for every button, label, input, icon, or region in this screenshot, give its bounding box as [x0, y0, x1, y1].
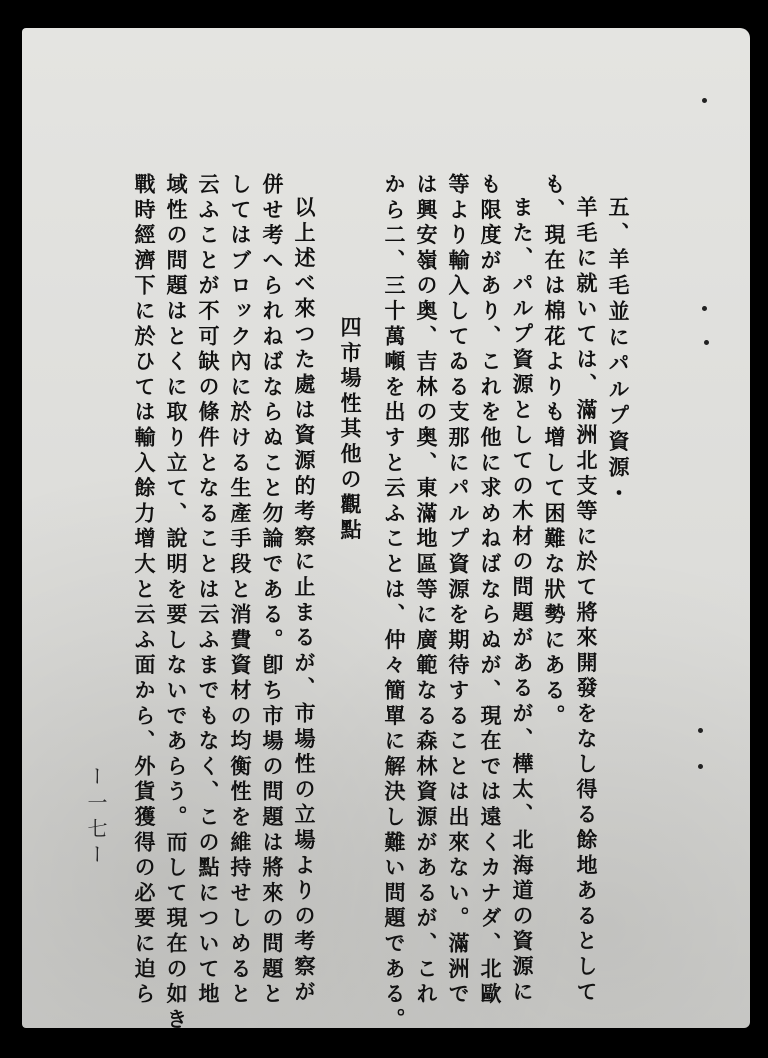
text-line: 以上述べ來つた處は資源的考察に止まるが、市場性の立場よりの考察が [292, 196, 317, 1006]
ink-speck [698, 728, 703, 733]
document-page [22, 28, 750, 1034]
section-heading: 五、羊毛並にパルプ資源・ [606, 196, 631, 508]
ink-speck [698, 764, 703, 769]
ink-speck [702, 306, 707, 311]
text-line: から二、三十萬噸を出すと云ふことは、仲々簡單に解決し難い問題である。 [382, 173, 407, 1034]
page-number: ー一七ー [84, 766, 108, 870]
text-line: 域性の問題はとくに取り立て、說明を要しないであらう。而して現在の如き [164, 173, 189, 1034]
ink-speck [704, 340, 709, 345]
subheading: 四市場性其他の觀點 [338, 316, 363, 544]
text-line: 云ふことが不可缺の條件となることは云ふまでもなく、この點について地 [196, 173, 221, 1008]
text-line: また、パルプ資源としての木材の問題があるが、樺太、北海道の資源に [510, 196, 535, 1006]
text-line: も限度があり、これを他に求めねばならぬが、現在では遠くカナダ、北歐 [478, 173, 503, 1008]
text-line: してはブロック內に於ける生產手段と消費資材の均衡性を維持せしめると [228, 173, 253, 1008]
text-line: 等より輸入してゐる支那にパルプ資源を期待することは出來ない。滿洲で [446, 173, 471, 1008]
text-line: も、現在は棉花よりも增して困難な狀勢にある。 [542, 173, 567, 730]
text-line: 併せ考へられねばならぬこと勿論である。卽ち市場の問題は將來の問題と [260, 173, 285, 1008]
text-line: は興安嶺の奥、吉林の奥、東滿地區等に廣範なる森林資源があるが、これ [414, 173, 439, 1008]
ink-speck [702, 98, 707, 103]
text-line: 羊毛に就いては、滿洲北支等に於て將來開發をなし得る餘地あるとして [574, 196, 599, 1006]
text-line: 戰時經濟下に於ひては輸入餘力增大と云ふ面から、外貨獲得の必要に迫ら [132, 173, 157, 1008]
